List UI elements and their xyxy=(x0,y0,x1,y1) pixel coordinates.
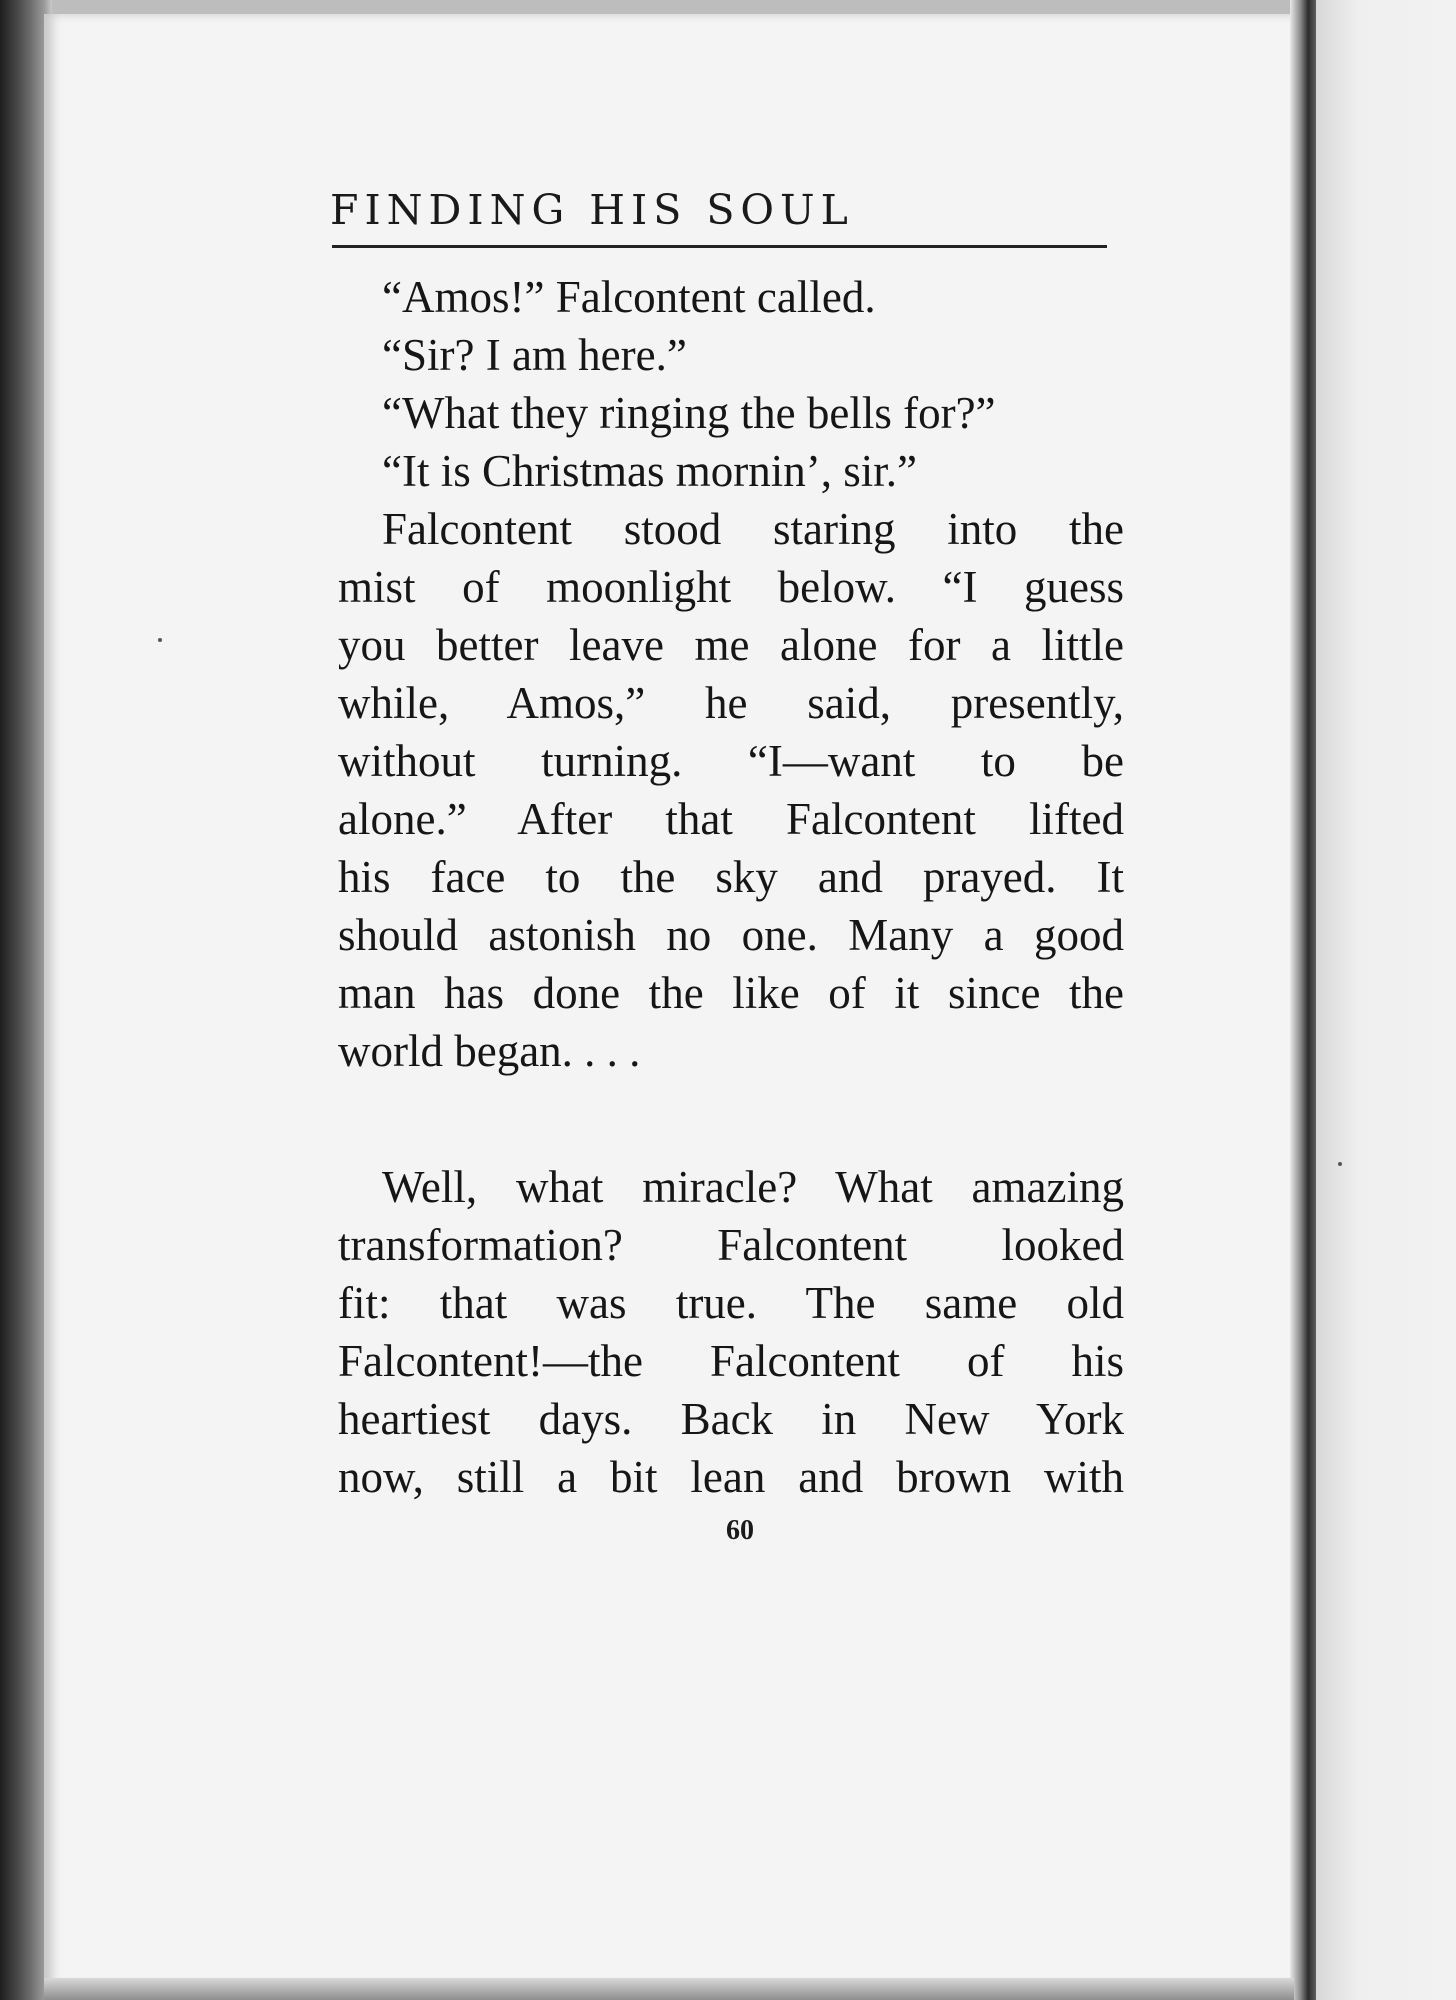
text-line: while, Amos,” he said, presently, xyxy=(338,678,1124,728)
section-break xyxy=(338,1080,1124,1158)
text-line: “Sir? I am here.” xyxy=(382,330,687,380)
text-line: should astonish no one. Many a good xyxy=(338,910,1124,960)
text-line: Falcontent stood staring into the xyxy=(382,504,1124,554)
body-text xyxy=(338,268,1124,1506)
text-line: “It is Christmas mornin’, sir.” xyxy=(382,446,917,496)
dust-speck xyxy=(158,638,162,642)
text-line: his face to the sky and prayed. It xyxy=(338,852,1124,902)
text-line: transformation? Falcontent looked xyxy=(338,1220,1124,1270)
text-line: without turning. “I—want to be xyxy=(338,736,1124,786)
text-line: “Amos!” Falcontent called. xyxy=(382,272,876,322)
text-line: Well, what miracle? What amazing xyxy=(382,1162,1124,1212)
facing-page-edge xyxy=(1316,0,1456,2000)
text-line: “What they ringing the bells for?” xyxy=(382,388,996,438)
bottom-page-edge xyxy=(44,1978,1294,2000)
text-line: mist of moonlight below. “I guess xyxy=(338,562,1124,612)
text-line: now, still a bit lean and brown with xyxy=(338,1452,1124,1502)
text-line: man has done the like of it since the xyxy=(338,968,1124,1018)
header-rule xyxy=(332,245,1107,248)
page-number: 60 xyxy=(726,1515,754,1546)
running-head: FINDING HIS SOUL xyxy=(330,186,854,234)
text-line: heartiest days. Back in New York xyxy=(338,1394,1124,1444)
text-line: world began. . . . xyxy=(338,1026,641,1076)
text-line: Falcontent!—the Falcontent of his xyxy=(338,1336,1124,1386)
text-line: alone.” After that Falcontent lifted xyxy=(338,794,1124,844)
gutter-shadow xyxy=(1290,0,1316,2000)
dust-speck xyxy=(1338,1162,1342,1166)
text-line: you better leave me alone for a little xyxy=(338,620,1124,670)
text-line: fit: that was true. The same old xyxy=(338,1278,1124,1328)
